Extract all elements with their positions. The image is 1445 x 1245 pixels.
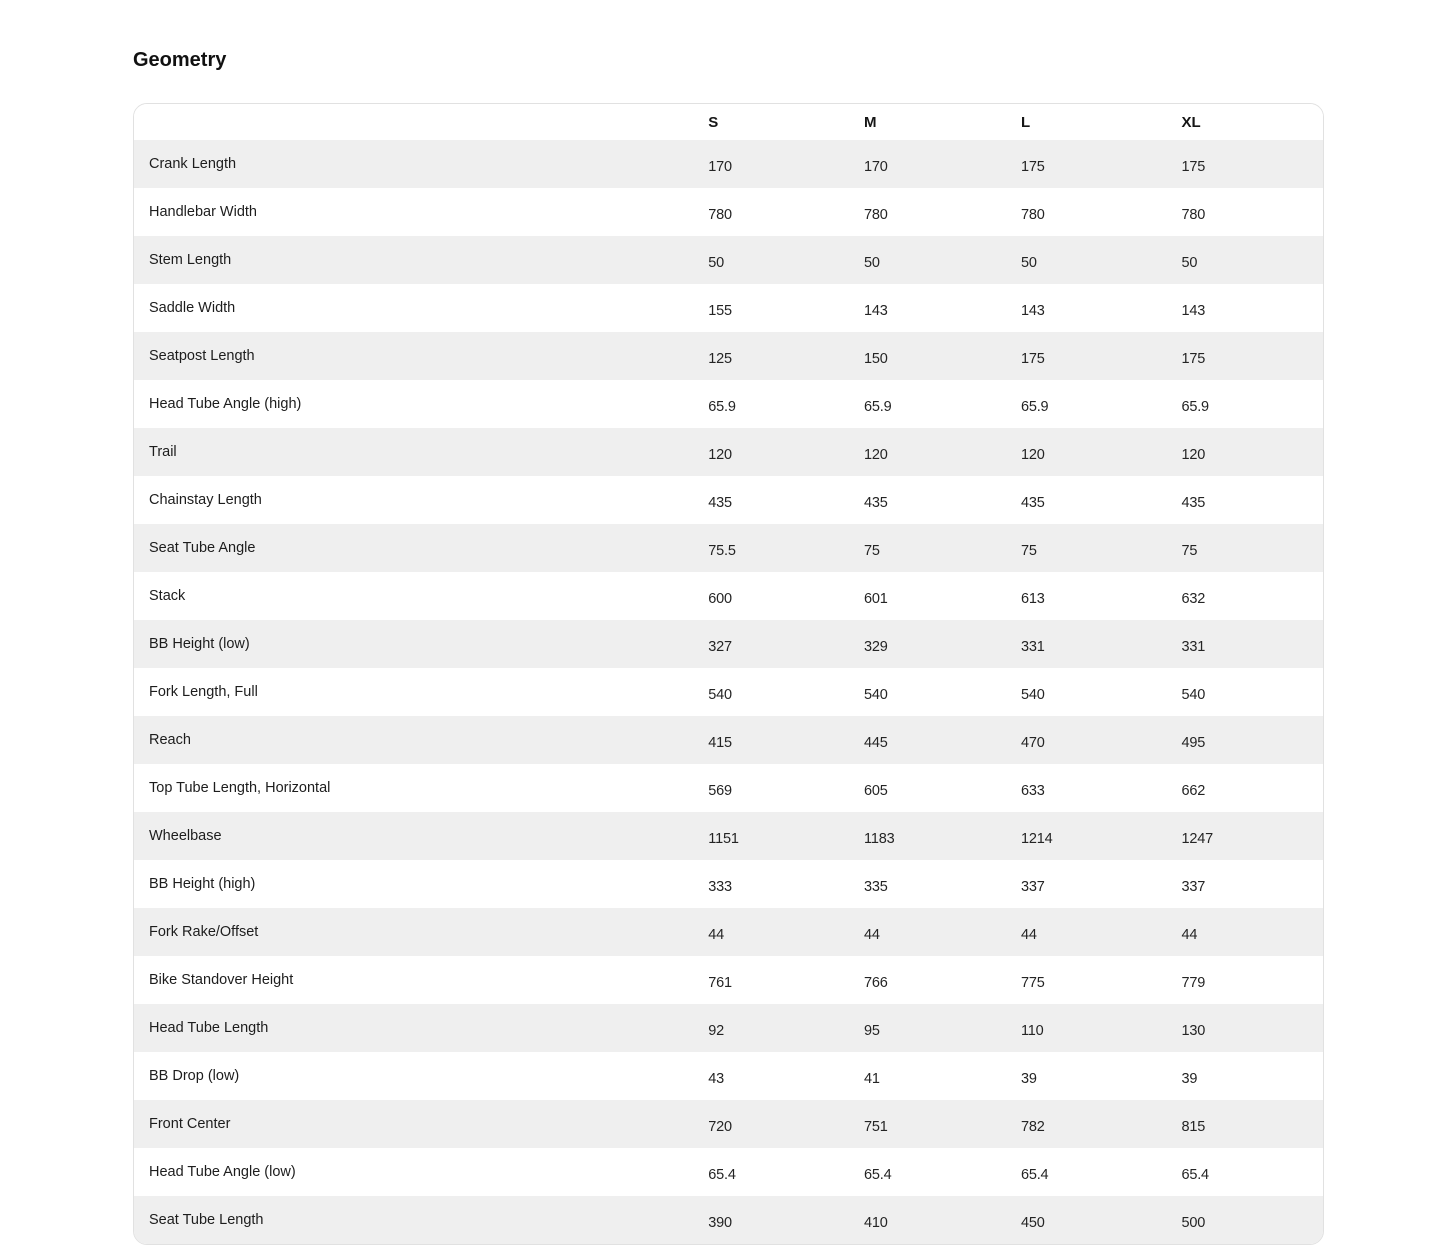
page-title: Geometry xyxy=(133,49,227,71)
row-value: 775 xyxy=(1020,975,1045,991)
row-label: Trail xyxy=(149,444,177,460)
table-row xyxy=(134,668,1323,716)
row-value: 780 xyxy=(708,207,732,223)
row-value: 44 xyxy=(708,927,725,943)
row-value: 410 xyxy=(864,1215,888,1231)
row-value: 569 xyxy=(708,783,732,799)
row-value: 150 xyxy=(864,351,888,367)
row-label: Seatpost Length xyxy=(149,348,255,364)
table-row xyxy=(134,428,1323,476)
row-label: BB Height (high) xyxy=(149,876,256,892)
table-row xyxy=(134,572,1323,620)
row-value: 143 xyxy=(1181,303,1206,319)
row-value: 75.5 xyxy=(708,543,736,559)
row-value: 782 xyxy=(1020,1119,1045,1135)
table-row xyxy=(134,956,1323,1004)
row-value: 720 xyxy=(708,1119,732,1135)
row-value: 95 xyxy=(864,1023,880,1039)
row-value: 130 xyxy=(1181,1023,1206,1039)
row-value: 495 xyxy=(1181,735,1206,751)
row-label: Stem Length xyxy=(149,252,232,268)
row-value: 600 xyxy=(708,591,732,607)
geometry-table xyxy=(134,104,1323,1244)
row-value: 50 xyxy=(1020,255,1037,271)
row-value: 41 xyxy=(864,1071,880,1087)
row-value: 39 xyxy=(1020,1071,1037,1087)
row-value: 327 xyxy=(708,639,732,655)
row-value: 143 xyxy=(1020,303,1045,319)
row-value: 390 xyxy=(708,1215,732,1231)
row-value: 120 xyxy=(1181,447,1206,463)
row-label: BB Drop (low) xyxy=(149,1068,240,1084)
row-value: 780 xyxy=(864,207,888,223)
table-row xyxy=(134,1196,1323,1244)
row-value: 50 xyxy=(864,255,880,271)
row-value: 143 xyxy=(864,303,888,319)
table-row xyxy=(134,140,1323,188)
table-row xyxy=(134,284,1323,332)
row-label: Saddle Width xyxy=(149,300,236,316)
geometry-table-card xyxy=(133,103,1324,1245)
row-value: 815 xyxy=(1181,1119,1206,1135)
row-value: 435 xyxy=(1181,495,1206,511)
row-value: 337 xyxy=(1181,879,1206,895)
row-value: 445 xyxy=(864,735,888,751)
row-value: 540 xyxy=(1181,687,1206,703)
row-value: 175 xyxy=(1181,351,1206,367)
row-value: 65.4 xyxy=(1181,1167,1209,1183)
row-value: 120 xyxy=(1020,447,1045,463)
row-value: 75 xyxy=(1020,543,1037,559)
row-value: 470 xyxy=(1020,735,1045,751)
row-value: 415 xyxy=(708,735,732,751)
row-value: 65.9 xyxy=(1020,399,1049,415)
row-label: Handlebar Width xyxy=(149,204,257,220)
row-value: 65.4 xyxy=(864,1167,892,1183)
row-value: 65.9 xyxy=(1181,399,1209,415)
row-label: Crank Length xyxy=(149,156,237,172)
row-value: 601 xyxy=(864,591,888,607)
table-row xyxy=(134,860,1323,908)
row-label: BB Height (low) xyxy=(149,636,250,652)
row-value: 75 xyxy=(1181,543,1198,559)
table-row xyxy=(134,716,1323,764)
row-value: 337 xyxy=(1020,879,1045,895)
row-value: 44 xyxy=(1020,927,1037,943)
row-value: 175 xyxy=(1020,159,1045,175)
row-label: Front Center xyxy=(149,1116,231,1132)
table-row xyxy=(134,236,1323,284)
row-value: 39 xyxy=(1181,1071,1198,1087)
row-value: 120 xyxy=(708,447,732,463)
column-header-xl: XL xyxy=(1181,104,1323,140)
row-value: 333 xyxy=(708,879,732,895)
row-label: Fork Rake/Offset xyxy=(149,924,259,940)
row-value: 170 xyxy=(864,159,888,175)
table-row xyxy=(134,620,1323,668)
row-value: 335 xyxy=(864,879,888,895)
row-value: 435 xyxy=(864,495,888,511)
table-row xyxy=(134,380,1323,428)
row-value: 50 xyxy=(708,255,725,271)
table-body xyxy=(134,140,1323,1244)
row-label: Chainstay Length xyxy=(149,492,262,508)
table-row xyxy=(134,332,1323,380)
row-value: 779 xyxy=(1181,975,1206,991)
table-row xyxy=(134,188,1323,236)
table-row xyxy=(134,476,1323,524)
row-value: 540 xyxy=(864,687,888,703)
row-value: 175 xyxy=(1181,159,1206,175)
row-value: 44 xyxy=(1181,927,1198,943)
row-label: Bike Standover Height xyxy=(149,972,294,988)
row-label: Seat Tube Length xyxy=(149,1212,264,1228)
row-value: 435 xyxy=(708,495,732,511)
table-row xyxy=(134,908,1323,956)
row-value: 50 xyxy=(1181,255,1198,271)
row-value: 1214 xyxy=(1020,831,1053,847)
row-label: Stack xyxy=(149,588,186,604)
row-label: Head Tube Length xyxy=(149,1020,269,1036)
column-header-l: L xyxy=(1021,104,1182,140)
row-value: 435 xyxy=(1020,495,1045,511)
row-label: Wheelbase xyxy=(149,828,222,844)
table-row xyxy=(134,1052,1323,1100)
row-value: 605 xyxy=(864,783,888,799)
row-value: 761 xyxy=(708,975,732,991)
table-row xyxy=(134,1100,1323,1148)
row-value: 1151 xyxy=(708,831,739,847)
row-value: 1183 xyxy=(864,831,895,847)
row-value: 633 xyxy=(1020,783,1045,799)
row-value: 329 xyxy=(864,639,888,655)
row-value: 65.9 xyxy=(864,399,892,415)
table-row xyxy=(134,524,1323,572)
row-value: 65.4 xyxy=(1020,1167,1049,1183)
row-value: 170 xyxy=(708,159,732,175)
row-value: 540 xyxy=(1020,687,1045,703)
column-header-s: S xyxy=(708,104,864,140)
row-value: 75 xyxy=(864,543,880,559)
row-value: 540 xyxy=(708,687,732,703)
row-value: 450 xyxy=(1020,1215,1045,1231)
row-value: 780 xyxy=(1020,207,1045,223)
row-value: 500 xyxy=(1181,1215,1206,1231)
row-value: 110 xyxy=(1020,1023,1044,1039)
row-label: Fork Length, Full xyxy=(149,684,258,700)
header-spacer xyxy=(134,104,708,140)
row-value: 780 xyxy=(1181,207,1206,223)
row-value: 65.9 xyxy=(708,399,736,415)
row-label: Seat Tube Angle xyxy=(149,540,256,556)
table-header xyxy=(134,104,1323,140)
table-row xyxy=(134,764,1323,812)
row-label: Reach xyxy=(149,732,191,748)
row-value: 125 xyxy=(708,351,732,367)
row-value: 632 xyxy=(1181,591,1206,607)
header-row xyxy=(134,104,1323,140)
table-row xyxy=(134,1148,1323,1196)
row-value: 65.4 xyxy=(708,1167,736,1183)
row-label: Head Tube Angle (high) xyxy=(149,396,302,412)
row-value: 43 xyxy=(708,1071,725,1087)
row-value: 155 xyxy=(708,303,732,319)
row-value: 92 xyxy=(708,1023,725,1039)
row-value: 331 xyxy=(1020,639,1045,655)
row-value: 331 xyxy=(1181,639,1206,655)
row-value: 175 xyxy=(1020,351,1045,367)
row-value: 662 xyxy=(1181,783,1206,799)
row-value: 44 xyxy=(864,927,880,943)
row-label: Head Tube Angle (low) xyxy=(149,1164,296,1180)
row-value: 766 xyxy=(864,975,888,991)
table-row xyxy=(134,812,1323,860)
row-value: 751 xyxy=(864,1119,888,1135)
row-value: 120 xyxy=(864,447,888,463)
row-value: 613 xyxy=(1020,591,1045,607)
table-row xyxy=(134,1004,1323,1052)
row-value: 1247 xyxy=(1181,831,1213,847)
column-header-m: M xyxy=(864,104,1021,140)
row-label: Top Tube Length, Horizontal xyxy=(149,780,331,796)
